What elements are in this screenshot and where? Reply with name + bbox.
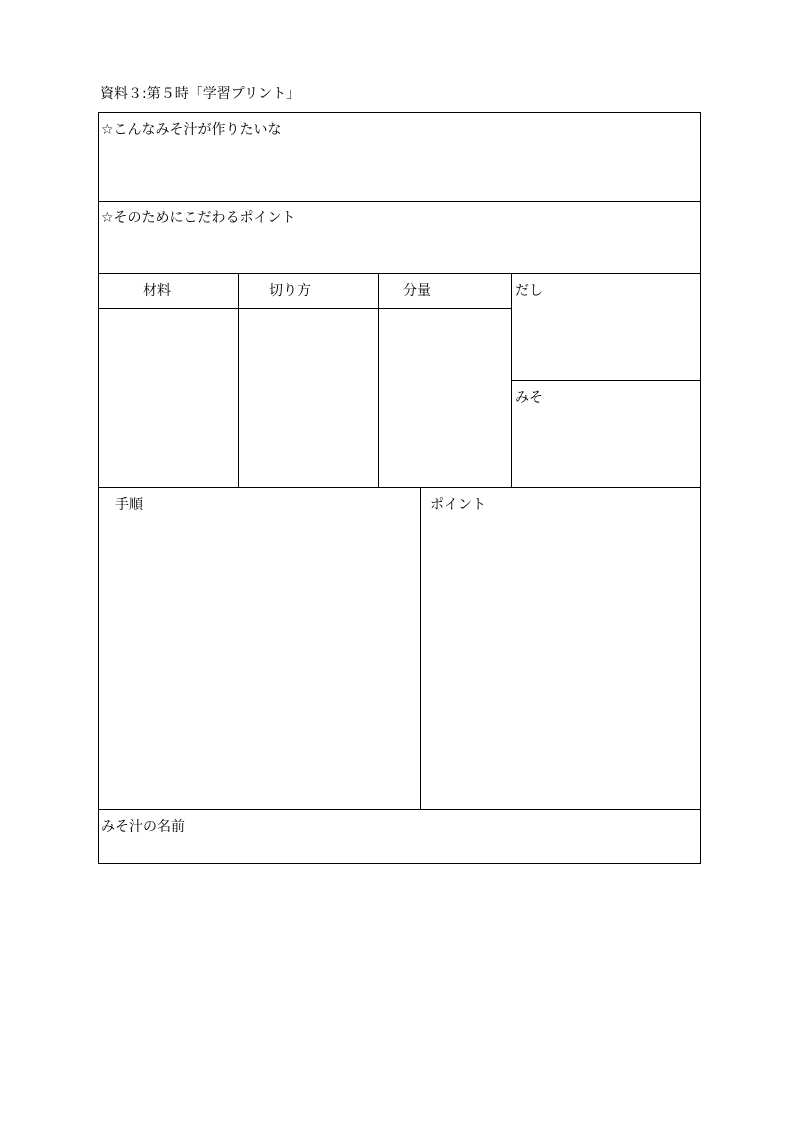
wish-input-area[interactable] (99, 143, 700, 201)
cutting-header (238, 273, 379, 309)
ingredients-header-label: 材料 (143, 283, 171, 299)
focus-points-input-area[interactable] (99, 230, 700, 273)
dashi-input-area[interactable] (512, 304, 700, 380)
miso-input-area[interactable] (512, 411, 700, 487)
soup-name-section (98, 809, 701, 864)
cutting-input-area[interactable] (238, 308, 379, 488)
page-title: 資料３:第５時「学習プリント」 (100, 86, 301, 102)
dashi-section (511, 273, 701, 381)
dashi-label: だし (515, 283, 543, 299)
cutting-header-label: 切り方 (269, 283, 311, 299)
wish-label: ☆こんなみそ汁が作りたいな (101, 122, 282, 138)
procedure-label: 手順 (115, 497, 143, 513)
wish-section (98, 112, 701, 202)
amount-input-area[interactable] (378, 308, 512, 488)
amount-header-label: 分量 (403, 283, 431, 299)
amount-header (378, 273, 512, 309)
points-input-area[interactable] (421, 520, 700, 809)
procedure-section (98, 487, 421, 810)
soup-name-label: みそ汁の名前 (101, 819, 185, 835)
procedure-input-area[interactable] (99, 520, 420, 809)
miso-section (511, 380, 701, 488)
miso-label: みそ (515, 390, 543, 406)
ingredients-header (98, 273, 239, 309)
ingredients-input-area[interactable] (98, 308, 239, 488)
soup-name-input-area[interactable] (99, 838, 700, 863)
focus-points-section (98, 201, 701, 274)
points-label: ポイント (430, 497, 486, 513)
points-section (420, 487, 701, 810)
focus-points-label: ☆そのためにこだわるポイント (101, 210, 296, 226)
